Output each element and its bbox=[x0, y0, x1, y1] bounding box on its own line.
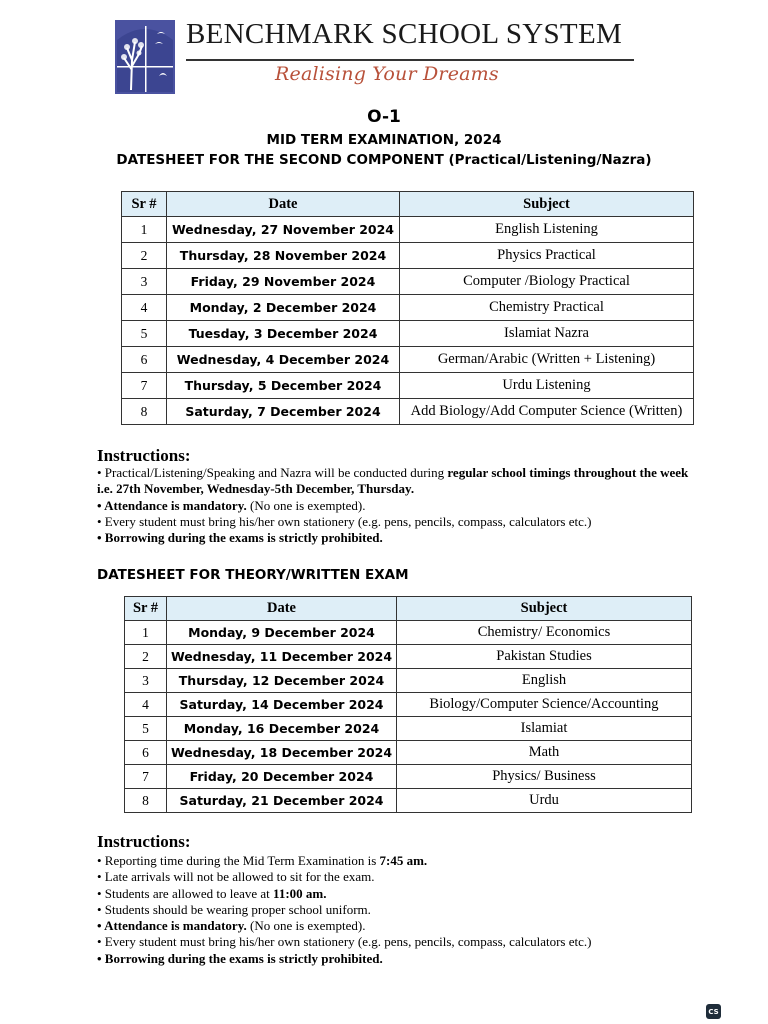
cell-date: Monday, 9 December 2024 bbox=[167, 621, 397, 645]
cell-sr: 6 bbox=[122, 347, 167, 373]
table-header-row bbox=[122, 192, 694, 217]
cell-sr: 1 bbox=[125, 621, 167, 645]
col-header-sr: Sr # bbox=[125, 597, 167, 621]
practical-datesheet-table bbox=[121, 191, 694, 425]
cell-sr: 6 bbox=[125, 741, 167, 765]
col-header-sr: Sr # bbox=[122, 192, 167, 217]
table-row bbox=[122, 217, 694, 243]
table-row bbox=[125, 693, 692, 717]
school-name: BENCHMARK SCHOOL SYSTEM bbox=[186, 18, 623, 50]
cell-date: Monday, 2 December 2024 bbox=[167, 295, 400, 321]
exam-title: MID TERM EXAMINATION, 2024 bbox=[266, 132, 502, 148]
table-row bbox=[122, 269, 694, 295]
instruction-line: • Borrowing during the exams is strictly prohibited. bbox=[97, 530, 383, 546]
instruction-line: • Students should be wearing proper school uniform. bbox=[97, 901, 371, 917]
instruction-line: i.e. 27th November, Wednesday-5th December, Thursday. bbox=[97, 481, 415, 497]
table-row bbox=[125, 717, 692, 741]
school-tagline: Realising Your Dreams bbox=[275, 63, 499, 85]
cell-sr: 2 bbox=[122, 243, 167, 269]
instruction-line: • Borrowing during the exams is strictly prohibited. bbox=[97, 950, 383, 966]
instruction-line: • Late arrivals will not be allowed to sit for the exam. bbox=[97, 869, 375, 885]
cell-subject: Chemistry Practical bbox=[400, 295, 694, 321]
theory-datesheet-table bbox=[124, 596, 692, 813]
cell-subject: Add Biology/Add Computer Science (Written) bbox=[400, 399, 694, 425]
theory-datesheet-title: DATESHEET FOR THEORY/WRITTEN EXAM bbox=[97, 567, 409, 583]
col-header-date: Date bbox=[167, 597, 397, 621]
cell-sr: 2 bbox=[125, 645, 167, 669]
cell-subject: Urdu Listening bbox=[400, 373, 694, 399]
cell-subject: Biology/Computer Science/Accounting bbox=[397, 693, 692, 717]
table-row bbox=[125, 645, 692, 669]
cell-date: Thursday, 12 December 2024 bbox=[167, 669, 397, 693]
cell-sr: 3 bbox=[122, 269, 167, 295]
cell-sr: 1 bbox=[122, 217, 167, 243]
grade-title: O-1 bbox=[367, 107, 401, 127]
cell-date: Thursday, 28 November 2024 bbox=[167, 243, 400, 269]
cell-subject: Math bbox=[397, 741, 692, 765]
cell-subject: Physics/ Business bbox=[397, 765, 692, 789]
instruction-line: • Every student must bring his/her own stationery (e.g. pens, pencils, compass, calculators etc.) bbox=[97, 513, 592, 529]
cell-sr: 4 bbox=[122, 295, 167, 321]
instruction-line: • Practical/Listening/Speaking and Nazra will be conducted during regular school timings throughout the week bbox=[97, 465, 689, 480]
cell-sr: 8 bbox=[122, 399, 167, 425]
cell-subject: Urdu bbox=[397, 789, 692, 813]
cell-date: Friday, 29 November 2024 bbox=[167, 269, 400, 295]
cell-subject: Physics Practical bbox=[400, 243, 694, 269]
table-row bbox=[122, 399, 694, 425]
cell-sr: 4 bbox=[125, 693, 167, 717]
practical-datesheet-title: DATESHEET FOR THE SECOND COMPONENT (Practical/Listening/Nazra) bbox=[116, 152, 652, 168]
table-row bbox=[125, 621, 692, 645]
instruction-line: • Attendance is mandatory. (No one is exempted). bbox=[97, 497, 366, 513]
theory-instructions-heading: Instructions: bbox=[97, 832, 191, 851]
table-row bbox=[125, 789, 692, 813]
practical-instructions bbox=[97, 465, 688, 546]
cell-sr: 7 bbox=[122, 373, 167, 399]
instruction-line: • Attendance is mandatory. (No one is exempted). bbox=[97, 918, 366, 934]
cell-sr: 3 bbox=[125, 669, 167, 693]
practical-instructions-heading: Instructions: bbox=[97, 446, 191, 465]
cell-date: Wednesday, 18 December 2024 bbox=[167, 741, 397, 765]
cell-date: Wednesday, 4 December 2024 bbox=[167, 347, 400, 373]
header-divider bbox=[186, 59, 634, 61]
instruction-line: • Every student must bring his/her own stationery (e.g. pens, pencils, compass, calculators etc.) bbox=[97, 934, 592, 950]
cell-subject: Islamiat bbox=[397, 717, 692, 741]
cell-sr: 5 bbox=[125, 717, 167, 741]
cell-subject: German/Arabic (Written + Listening) bbox=[400, 347, 694, 373]
col-header-subject: Subject bbox=[400, 192, 694, 217]
theory-instructions bbox=[97, 853, 591, 967]
instruction-line: • Reporting time during the Mid Term Examination is 7:45 am. bbox=[97, 853, 428, 868]
cell-date: Wednesday, 27 November 2024 bbox=[167, 217, 400, 243]
table-row bbox=[122, 295, 694, 321]
table-row bbox=[122, 321, 694, 347]
school-logo bbox=[115, 20, 175, 94]
cell-subject: Computer /Biology Practical bbox=[400, 269, 694, 295]
cell-date: Saturday, 7 December 2024 bbox=[167, 399, 400, 425]
cell-date: Friday, 20 December 2024 bbox=[167, 765, 397, 789]
cell-date: Saturday, 14 December 2024 bbox=[167, 693, 397, 717]
cell-date: Saturday, 21 December 2024 bbox=[167, 789, 397, 813]
cell-date: Tuesday, 3 December 2024 bbox=[167, 321, 400, 347]
table-row bbox=[125, 765, 692, 789]
cell-subject: Pakistan Studies bbox=[397, 645, 692, 669]
col-header-subject: Subject bbox=[397, 597, 692, 621]
cell-sr: 5 bbox=[122, 321, 167, 347]
camscanner-badge: CS bbox=[706, 1004, 721, 1019]
table-row bbox=[122, 243, 694, 269]
cell-date: Wednesday, 11 December 2024 bbox=[167, 645, 397, 669]
cell-subject: Islamiat Nazra bbox=[400, 321, 694, 347]
table-header-row bbox=[125, 597, 692, 621]
cell-subject: Chemistry/ Economics bbox=[397, 621, 692, 645]
cell-subject: English bbox=[397, 669, 692, 693]
instruction-line: • Students are allowed to leave at 11:00 am. bbox=[97, 885, 327, 901]
cell-subject: English Listening bbox=[400, 217, 694, 243]
col-header-date: Date bbox=[167, 192, 400, 217]
table-row bbox=[122, 347, 694, 373]
cell-date: Thursday, 5 December 2024 bbox=[167, 373, 400, 399]
table-row bbox=[125, 741, 692, 765]
cell-sr: 7 bbox=[125, 765, 167, 789]
table-row bbox=[125, 669, 692, 693]
table-row bbox=[122, 373, 694, 399]
cell-sr: 8 bbox=[125, 789, 167, 813]
cell-date: Monday, 16 December 2024 bbox=[167, 717, 397, 741]
